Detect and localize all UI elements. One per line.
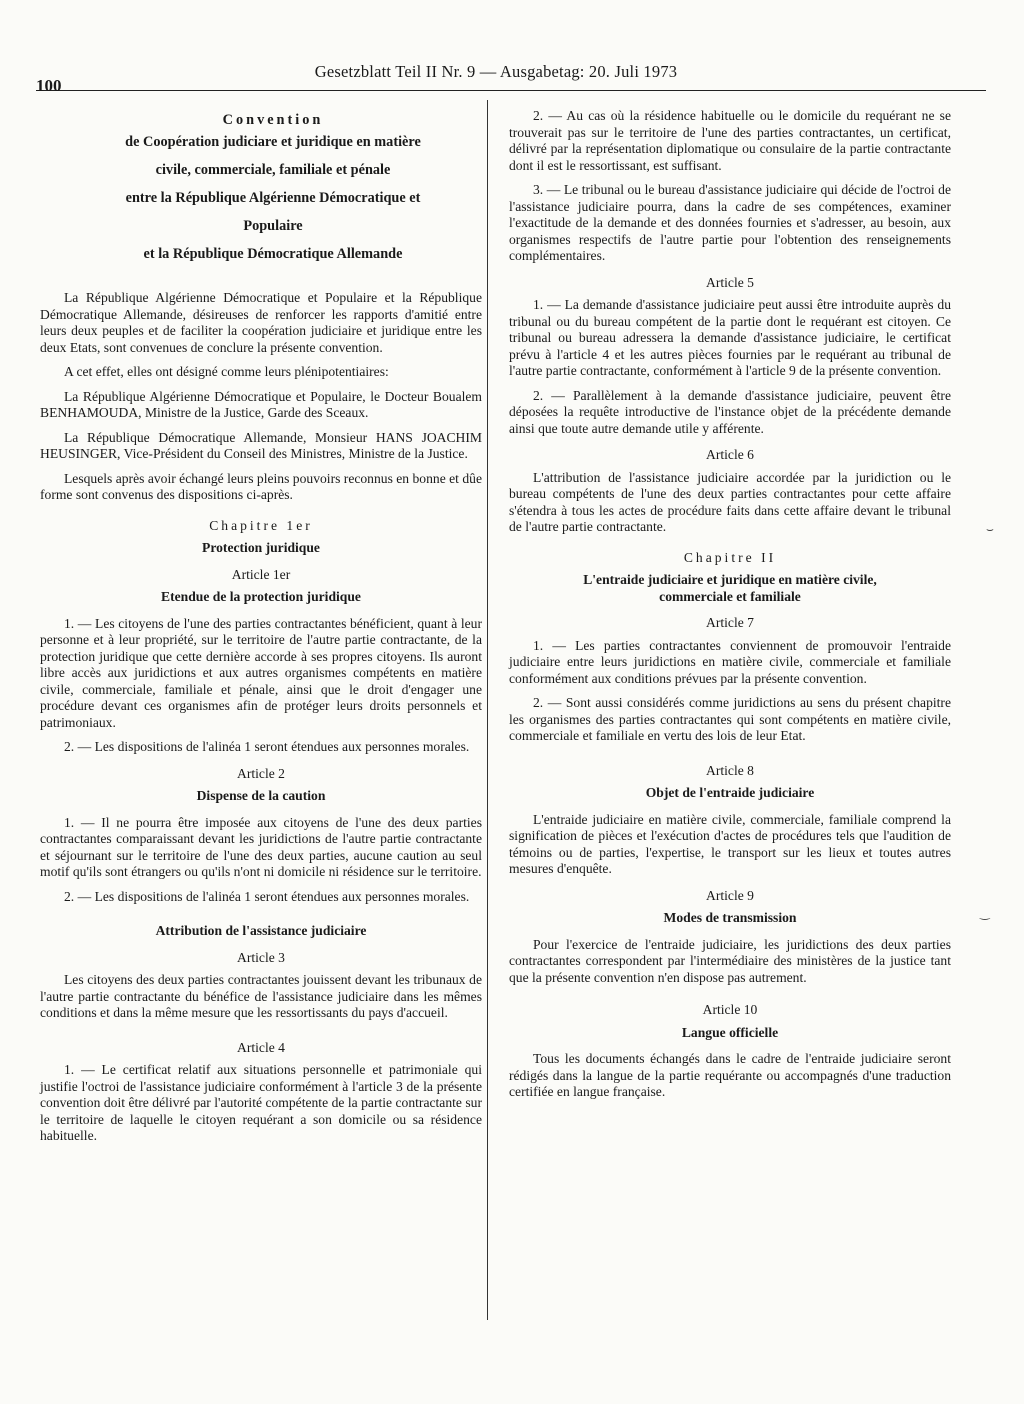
publication-title: Gesetzblatt Teil II Nr. 9 — Ausgabetag: 20. Juli 1973 (314, 62, 678, 81)
title-line: de Coopération judiciare et juridique en matière (125, 134, 421, 150)
article-title: Modes de transmission (663, 910, 797, 925)
title-line: entre la République Algérienne Démocratique et (125, 190, 421, 206)
section-title: Attribution de l'assistance judiciaire (155, 923, 367, 938)
article-paragraph: 2. — Parallèlement à la demande d'assistance judiciaire, peuvent être déposées la requête introductive de l'instance objet de la précédente demande ainsi que toute autre demande utile y afférente. (509, 387, 951, 436)
article-heading: Article 8 (706, 762, 754, 778)
article-heading: Article 4 (237, 1039, 285, 1055)
left-column (40, 108, 482, 1153)
article-paragraph: 1. — Les parties contractantes conviennent de promouvoir l'entraide judiciaire entre leurs juridictions en matière civile, commerciale et familiale conformément aux conditions prévues par la présente convention. (509, 637, 951, 686)
article-paragraph: 2. — Les dispositions de l'alinéa 1 seront étendues aux personnes morales. (64, 739, 470, 754)
column-divider (487, 100, 488, 1320)
article-paragraph: 1. — Il ne pourra être imposée aux citoyens de l'une des deux parties contractantes comparaissant devant les juridictions de l'autre partie contractante et séjournant sur le territoire de l'une des deux parties, aucune caution au seul motif qu'ils sont étrangers ou qu'ils n'ont ni domicile ni résidence sur le territoire. (40, 814, 482, 879)
article-title: Dispense de la caution (196, 788, 326, 803)
preamble-paragraph: Lesquels après avoir échangé leurs pleins pouvoirs reconnus en bonne et dûe forme sont convenus des dispositions ci-après. (40, 470, 482, 502)
article-heading: Article 1er (231, 566, 291, 582)
convention-title (40, 110, 482, 264)
article-paragraph: 1. — Le certificat relatif aux situations personnelle et patrimoniale qui justifie l'octroi de l'assistance judiciaire conformément à l'article 3 de la présente convention doit être délivré par l'autorité compétente de la partie contractante sur le territoire de laquelle le citoyen requérant a son domicile ou sa résidence habituelle. (40, 1062, 482, 1143)
title-line: civile, commerciale, familiale et pénale (155, 162, 391, 178)
article-paragraph: Les citoyens des deux parties contractantes jouissent devant les tribunaux de l'autre partie contractante du bénéfice de l'assistance judiciaire dans les mêmes conditions et dans la même mesure que les ressortissants du pays d'accueil. (40, 972, 482, 1020)
article-paragraph: 2. — Les dispositions de l'alinéa 1 seront étendues aux personnes morales. (64, 888, 470, 904)
page-number: 100 (36, 76, 62, 95)
chapter-title: commerciale et familiale (659, 588, 801, 604)
article-paragraph: 2. — Au cas où la résidence habituelle ou le domicile du requérant ne se trouverait pas sur le territoire de l'une des parties contractantes, un certificat, délivré par la représentation diplomatique ou consulaire de la partie contractante dont il est le ressortissant, est suffisant. (509, 108, 951, 173)
chapter-title: Protection juridique (202, 540, 320, 555)
article-title: Objet de l'entraide judiciaire (645, 785, 815, 800)
article-paragraph: 1. — Les citoyens de l'une des parties contractantes bénéficient, quant à leur personne et à leur propriété, sur le territoire de l'autre partie contractante, de la protection juridique que cette dernière accorde à ses propres citoyens. Ils auront libre accès aux juridictions et aux autres organismes compétents en matière civile, commerciale, familiale et pénale, ainsi que le droit d'engager une procédure devant ces organismes afin de protéger leurs droits personnels et patrimoniaux. (40, 615, 482, 730)
article-paragraph: 2. — Sont aussi considérés comme juridictions au sens du présent chapitre les organismes des parties contractantes qui sont compétents en matière civile, commerciale et familiale en vertu des lois de leur Etat. (509, 695, 951, 743)
article-heading: Article 5 (706, 274, 754, 290)
article-heading: Article 2 (237, 765, 285, 781)
chapter-heading: Chapitre 1er (209, 517, 313, 533)
preamble-paragraph: La République Algérienne Démocratique et Populaire, le Docteur Boualem BENHAMOUDA, Ministre de la Justice, Garde des Sceaux. (40, 388, 482, 420)
chapter-heading: Chapitre II (683, 549, 777, 565)
article-title: Etendue de la protection juridique (161, 589, 361, 604)
preamble-paragraph: A cet effet, elles ont désigné comme leurs plénipotentiaires: (64, 364, 389, 379)
margin-mark: ⌣ (986, 522, 994, 536)
article-heading: Article 6 (706, 447, 754, 462)
article-heading: Article 7 (706, 615, 754, 630)
article-title: Langue officielle (681, 1024, 779, 1040)
article-heading: Article 10 (702, 1002, 758, 1017)
article-paragraph: Pour l'exercice de l'entraide judiciaire, les juridictions des deux parties contractantes correspondent par l'intermédiaire des ministères de la justice tant que la présente convention n'en dispose pas autrement. (509, 936, 951, 985)
preamble-paragraph: La République Démocratique Allemande, Monsieur HANS JOACHIM HEUSINGER, Vice-Président du Conseil des Ministres, Ministre de la Justice. (40, 429, 482, 461)
article-paragraph: 1. — La demande d'assistance judiciaire peut aussi être introduite auprès du tribunal ou du bureau compétent de la partie dont le requérant est citoyen. Ce tribunal ou bureau adressera la demande d'assistance judiciaire, le certificat prévu à l'article 4 et les autres pièces fournies par le requérant au tribunal de l'autre partie contractante, conformément à l'article 9 de la présente convention. (509, 297, 951, 378)
page-header (36, 60, 986, 95)
chapter-title: L'entraide judiciaire et juridique en matière civile, (583, 572, 877, 587)
article-paragraph: L'attribution de l'assistance judiciaire accordée par la juridiction ou le bureau compétents de l'une des deux parties contractantes pour cette affaire s'étendra à tous les actes de procédure faits dans cette affaire devant le tribunal de l'autre partie contractante. (509, 469, 951, 534)
title-line: et la République Démocratique Allemande (143, 246, 403, 262)
title-line: Convention (222, 112, 324, 128)
article-heading: Article 3 (237, 949, 285, 965)
preamble-paragraph: La République Algérienne Démocratique et Populaire et la République Démocratique Allemande, désireuses de renforcer les rapports d'amitié entre leurs deux peuples et de faciliter la coopération judiciaire et juridique entre les deux Etats, sont convenues de conclure la présente convention. (40, 290, 482, 355)
article-heading: Article 9 (706, 887, 754, 903)
title-line: Populaire (243, 218, 303, 234)
article-paragraph: Tous les documents échangés dans le cadre de l'entraide judiciaire seront rédigés dans la langue de la partie requérante ou accompagnés d'une traduction certifiée en langue française. (509, 1051, 951, 1099)
margin-mark: ‿ (980, 906, 990, 920)
article-paragraph: 3. — Le tribunal ou le bureau d'assistance judiciaire qui décide de l'octroi de l'assistance judiciaire pourra, dans la cadre de ses compétences, examiner l'exactitude de la demande et des données fournies et s'adresser, au besoin, aux organismes respectifs de l'autre partie pour l'obtention des renseignements complémentaires. (509, 182, 951, 263)
article-paragraph: L'entraide judiciaire en matière civile, commerciale, familiale comprend la signification de pièces et l'exécution d'actes de procédures tels que l'audition de témoins ou de parties, l'expertise, le transport sur les lieux et toutes autres mesures d'enquête. (509, 811, 951, 876)
right-column (509, 108, 951, 1109)
